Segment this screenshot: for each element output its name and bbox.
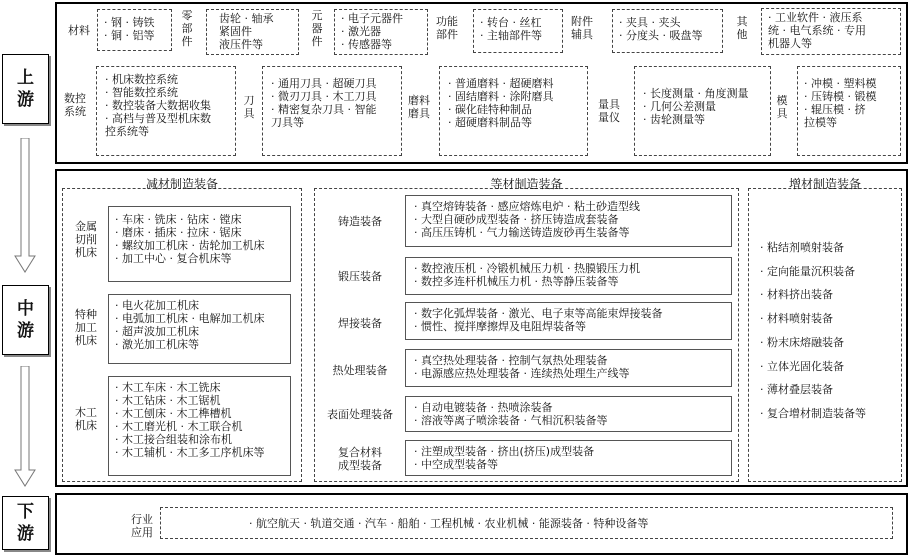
equal-group-box: · 注塑成型装备 · 挤出(挤压)成型装备 · 中空成型装备等 bbox=[405, 440, 732, 476]
subtractive-group-label: 金属 切削 机床 bbox=[75, 220, 97, 259]
cnc-label: 数控 系统 bbox=[64, 92, 86, 118]
functional-label: 功能 部件 bbox=[436, 15, 458, 41]
subtractive-group-box: · 车床 · 铣床 · 钻床 · 镗床 · 磨床 · 插床 · 拉床 · 锯床 · 螺纹加工机床 · 齿轮加工机床 · 加工中心 · 复合机床等 bbox=[108, 206, 291, 282]
subtractive-group-box: · 木工车床 · 木工铣床 · 木工钻床 · 木工锯机 · 木工刨床 · 木工榫槽机 · 木工磨光机 · 木工联合机 · 木工接合组装和涂布机 · 木工辅机 · 木工多工序机床等 bbox=[108, 376, 291, 476]
tools-box: · 通用刀具 · 超硬刀具 · 微刃刀具 · 木工刀具 · 精密复杂刀具 · 智能 刀具等 bbox=[262, 66, 402, 156]
equal-group-box: · 数字化弧焊装备 · 激光、电子束等高能束焊接装备 · 惯性、搅拌摩擦焊及电阻焊装备等 bbox=[405, 302, 732, 340]
arrow-down-icon bbox=[14, 138, 36, 274]
subtractive-title: 减材制造装备 bbox=[145, 177, 218, 191]
gauges-box: · 长度测量 · 角度测量 · 几何公差测量 · 齿轮测量等 bbox=[634, 66, 771, 156]
functional-box: · 转台 · 丝杠 · 主轴部件等 bbox=[473, 9, 563, 53]
stage-downstream: 下 游 bbox=[2, 496, 49, 550]
subtractive-group-label: 特种 加工 机床 bbox=[75, 308, 97, 347]
molds-box: · 冲模 · 塑料模 · 压铸模 · 锻模 · 辊压模 · 挤 拉模等 bbox=[797, 66, 901, 156]
stage-upstream: 上 游 bbox=[2, 54, 49, 124]
components-label: 元 器 件 bbox=[311, 9, 323, 48]
parts-label: 零 部 件 bbox=[181, 9, 193, 48]
accessories-box: · 夹具 · 夹头 · 分度头 · 吸盘等 bbox=[612, 9, 723, 53]
materials-label: 材料 bbox=[68, 24, 90, 37]
accessories-label: 附件 辅具 bbox=[571, 15, 593, 41]
tools-label: 刀 具 bbox=[243, 94, 255, 120]
industry-label: 行业 应用 bbox=[131, 513, 153, 539]
materials-box: · 钢 · 铸铁 · 铜 · 铝等 bbox=[97, 9, 172, 51]
stage-midstream: 中 游 bbox=[2, 285, 49, 355]
additive-items: · 粘结剂喷射装备 · 定向能量沉积装备 · 材料挤出装备 · 材料喷射装备 · 粉末床熔融装备 · 立体光固化装备 · 薄材叠层装备 · 复合增材制造装备等 bbox=[760, 241, 866, 420]
abrasives-label: 磨料 磨具 bbox=[408, 94, 430, 120]
subtractive-group-label: 木工 机床 bbox=[75, 406, 97, 432]
additive-title: 增材制造装备 bbox=[788, 177, 861, 191]
arrow-down-icon bbox=[14, 366, 36, 488]
cnc-box: · 机床数控系统 · 智能数控系统 · 数控装备大数据收集 · 高档与普及型机床数 控系统等 bbox=[96, 66, 236, 156]
others-label: 其 他 bbox=[736, 15, 748, 41]
equal-group-box: · 自动电镀装备 · 热喷涂装备 · 溶液等离子喷涂装备 · 气相沉积装备等 bbox=[405, 396, 732, 432]
subtractive-group-box: · 电火花加工机床 · 电弧加工机床 · 电解加工机床 · 超声波加工机床 · 激光加工机床等 bbox=[108, 294, 291, 364]
equal-title: 等材制造装备 bbox=[490, 177, 563, 191]
equal-group-label: 热处理装备 bbox=[332, 364, 388, 377]
molds-label: 模 具 bbox=[776, 94, 788, 120]
equal-group-box: · 数控液压机 · 冷锻机械压力机 · 热膜锻压力机 · 数控多连杆机械压力机 · 热等静压装备等 bbox=[405, 257, 732, 295]
industry-box: · 航空航天 · 轨道交通 · 汽车 · 船舶 · 工程机械 · 农业机械 · 能源装备 · 特种设备等 bbox=[160, 507, 893, 539]
components-box: · 电子元器件 · 激光器 · 传感器等 bbox=[334, 9, 428, 55]
parts-box: 齿轮 · 轴承 紧固件 液压件等 bbox=[206, 9, 299, 55]
equal-group-box: · 真空热处理装备 · 控制气氛热处理装备 · 电源感应热处理装备 · 连续热处理生产线等 bbox=[405, 349, 732, 387]
equal-group-label: 锻压装备 bbox=[338, 270, 382, 283]
others-box: · 工业软件 · 液压系 统 · 电气系统 · 专用 机器人等 bbox=[761, 8, 901, 55]
equal-group-label: 焊接装备 bbox=[338, 317, 382, 330]
abrasives-box: · 普通磨料 · 超硬磨料 · 固结磨料 · 涂附磨具 · 碳化硅特种制品 · 超硬磨料制品等 bbox=[439, 66, 588, 156]
equal-group-label: 复合材料 成型装备 bbox=[338, 446, 382, 472]
equal-group-box: · 真空熔铸装备 · 感应熔炼电炉 · 粘土砂造型线 · 大型自硬砂成型装备 · 挤压铸造成套装备 · 高压压铸机 · 气力输送铸造废砂再生装备等 bbox=[405, 195, 732, 247]
equal-group-label: 铸造装备 bbox=[338, 215, 382, 228]
equal-group-label: 表面处理装备 bbox=[327, 408, 393, 421]
gauges-label: 量具 量仪 bbox=[598, 98, 620, 124]
